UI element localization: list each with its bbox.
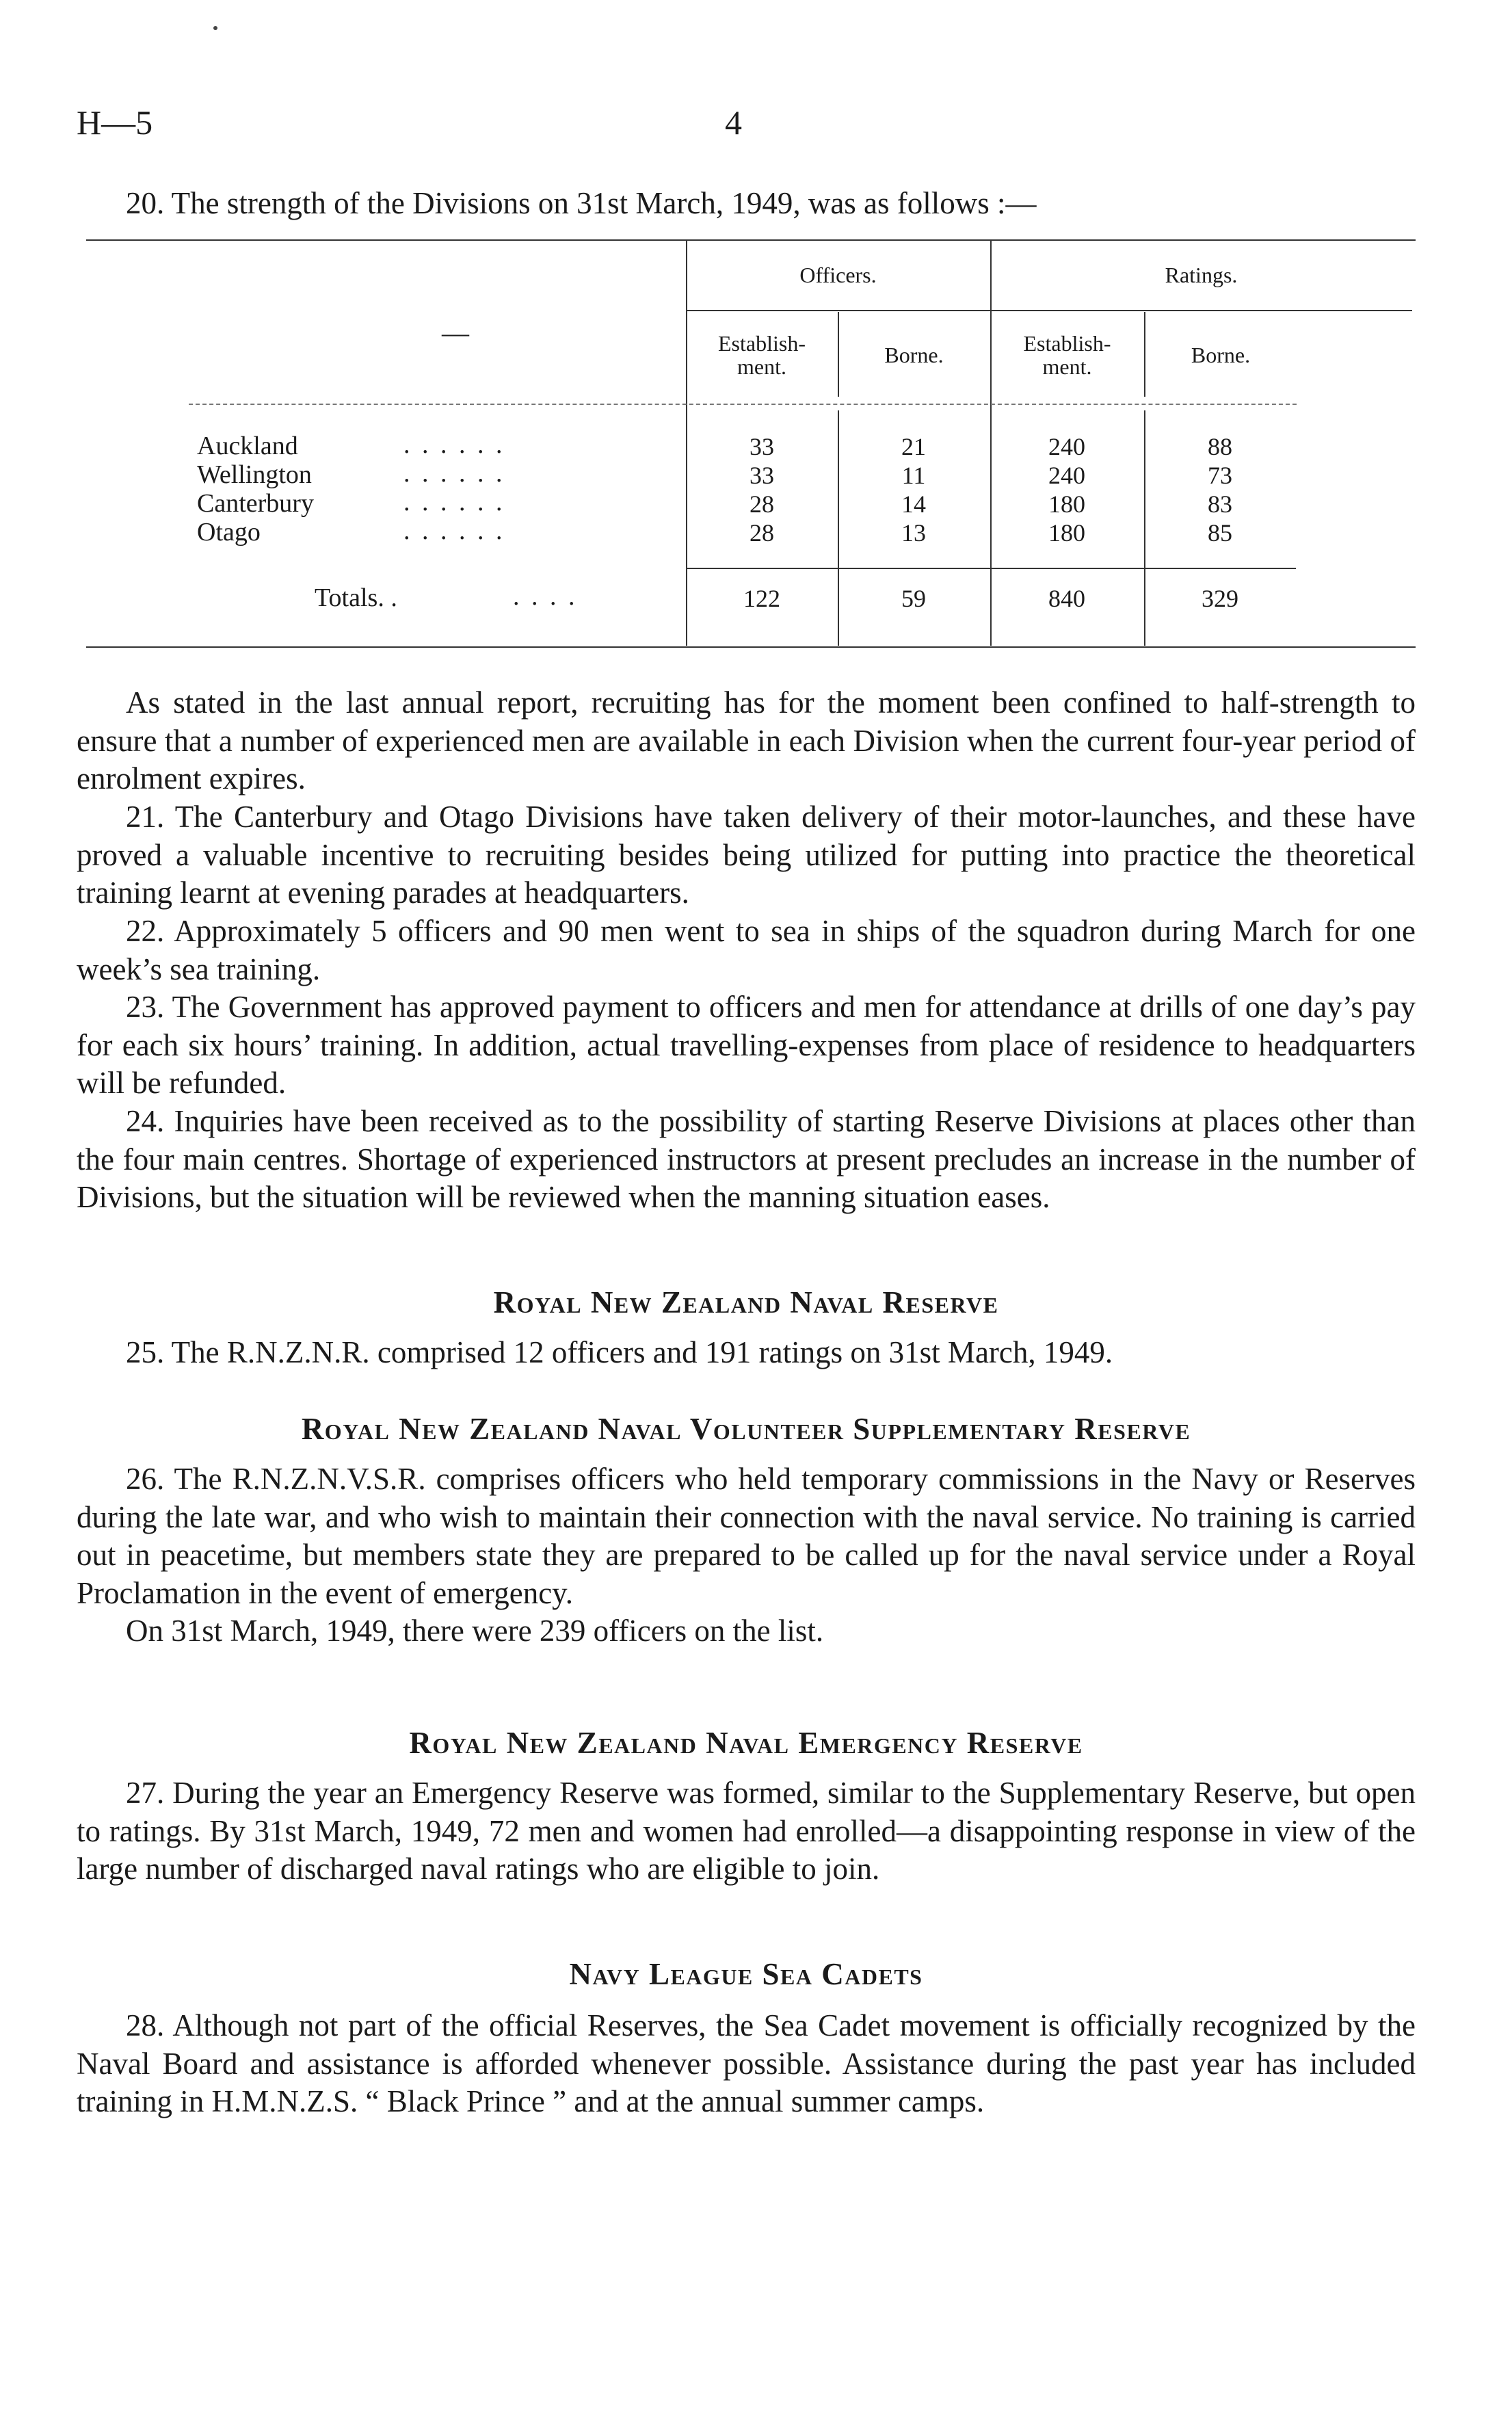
officers-group-header: Officers. <box>799 263 877 287</box>
leader-dots: . . . . . . <box>403 430 505 459</box>
col-divider-stub <box>686 241 687 646</box>
row-label: Wellington <box>197 460 312 489</box>
page-number: 4 <box>725 103 742 142</box>
paragraph-text: 24. Inquiries have been received as to the possibility of starting Reserve Divisions at places other than the four main centres. Shortage of experienced instructors at present precludes an increase in the number of Divisions, but the situation will be reviewed when the manning situation eases. <box>77 1104 1416 1214</box>
row-label: Otago <box>197 518 261 547</box>
paragraph-text: 26. The R.N.Z.N.V.S.R. comprises officers who held temporary commissions in the Navy or Reserves during the late war, and who wish to maintain their connection with the naval service. No training is carried out in peacetime, but members state they are prepared to be called up for the naval service under a Royal Proclamation in the event of emergency. <box>77 1462 1416 1610</box>
paragraph-26b <box>77 1612 1416 1651</box>
table-top-rule <box>86 239 1416 241</box>
paragraph-28 <box>77 2007 1416 2121</box>
heading-rnznr: Royal New Zealand Naval Reserve <box>493 1285 999 1319</box>
row-label: Canterbury <box>197 489 314 518</box>
col-divider-groups <box>990 241 992 646</box>
page-header <box>0 103 1512 150</box>
ratings-establishment-cell: 240 <box>1048 462 1085 489</box>
group-header-rule <box>686 310 1412 311</box>
officers-borne-header: Borne. <box>884 343 944 367</box>
officers-establishment-cell: 33 <box>750 462 774 489</box>
totals-rule <box>686 568 1296 569</box>
paragraph-text: 28. Although not part of the official Reserves, the Sea Cadet movement is officially recognized by the Naval Board and assistance is afforded whenever possible. Assistance during the past year has included training in H.M.N.Z.S. “ Black Prince ” and at the annual summer camps. <box>77 2008 1416 2118</box>
leader-dots: . . . . . . <box>403 516 505 545</box>
heading-rnzner: Royal New Zealand Naval Emergency Reserve <box>409 1726 1083 1760</box>
leader-dots: . . . . . . <box>403 488 505 516</box>
document-reference: H—5 <box>77 103 153 142</box>
officers-borne-total: 59 <box>901 585 926 612</box>
ratings-establishment-cell: 240 <box>1048 433 1085 460</box>
paragraph-text: As stated in the last annual report, recruiting has for the moment been confined to half-strength to ensure that a number of experienced men are available in each Division when the current four-year period of enrolment expires. <box>77 685 1416 796</box>
ratings-establishment-header: Establish- ment. <box>1023 331 1111 379</box>
ratings-borne-cell: 83 <box>1208 490 1232 518</box>
ratings-establishment-cell: 180 <box>1048 519 1085 547</box>
paragraph-25 <box>77 1334 1416 1372</box>
header-bottom-rule <box>189 404 1297 405</box>
paragraph-text: 27. During the year an Emergency Reserve was formed, similar to the Supplementary Reserve, but open to ratings. By 31st March, 1949, 72 men and women had enrolled—a disappointing response in view of the large number of discharged naval ratings who are eligible to join. <box>77 1776 1416 1886</box>
officers-establishment-cell: 28 <box>750 519 774 547</box>
print-speck <box>213 26 217 30</box>
paragraph-text: 25. The R.N.Z.N.R. comprised 12 officers and 191 ratings on 31st March, 1949. <box>126 1335 1113 1369</box>
leader-dots: . . . . <box>513 582 578 611</box>
officers-borne-cell: 13 <box>901 519 926 547</box>
paragraph-text: 23. The Government has approved payment to officers and men for attendance at drills of one day’s pay for each six hours’ training. In addition, actual travelling-expenses from place of residence to headquarters will be refunded. <box>77 990 1416 1100</box>
ratings-group-header: Ratings. <box>1165 263 1238 287</box>
ratings-borne-cell: 73 <box>1208 462 1232 489</box>
totals-label: Totals. . <box>315 583 397 612</box>
officers-establishment-total: 122 <box>743 585 780 612</box>
officers-establishment-cell: 33 <box>750 433 774 460</box>
paragraph-text: 22. Approximately 5 officers and 90 men went to sea in ships of the squadron during March for one week’s sea training. <box>77 914 1416 986</box>
paragraph-22 <box>77 912 1416 988</box>
row-label: Auckland <box>197 432 298 460</box>
leader-dots: . . . . . . <box>403 459 505 488</box>
table-bottom-rule <box>86 646 1416 648</box>
ratings-establishment-cell: 180 <box>1048 490 1085 518</box>
officers-establishment-header: Establish- ment. <box>718 331 806 379</box>
table-intro: 20. The strength of the Divisions on 31st March, 1949, was as follows :— <box>126 186 1037 220</box>
col-divider-ratings-body <box>1144 410 1145 646</box>
paragraph-23 <box>77 988 1416 1103</box>
paragraph-21 <box>77 798 1416 912</box>
paragraph-recruiting <box>77 684 1416 798</box>
ratings-borne-header: Borne. <box>1191 343 1251 367</box>
heading-sea-cadets: Navy League Sea Cadets <box>569 1957 923 1991</box>
ratings-borne-cell: 88 <box>1208 433 1232 460</box>
stub-header: — <box>442 317 469 348</box>
paragraph-24 <box>77 1103 1416 1217</box>
col-divider-officers-body <box>838 410 839 646</box>
paragraph-text: On 31st March, 1949, there were 239 officers on the list. <box>126 1614 824 1648</box>
officers-borne-cell: 14 <box>901 490 926 518</box>
ratings-borne-cell: 85 <box>1208 519 1232 547</box>
officers-borne-cell: 21 <box>901 433 926 460</box>
paragraph-27 <box>77 1774 1416 1889</box>
paragraph-text: 21. The Canterbury and Otago Divisions have taken delivery of their motor-launches, and these have proved a valuable incentive to recruiting besides being utilized for putting into practice the theoretical training learnt at evening parades at headquarters. <box>77 800 1416 910</box>
heading-rnznvsr: Royal New Zealand Naval Volunteer Supplementary Reserve <box>301 1412 1191 1446</box>
paragraph-26 <box>77 1460 1416 1612</box>
officers-borne-cell: 11 <box>901 462 926 489</box>
officers-establishment-cell: 28 <box>750 490 774 518</box>
ratings-borne-total: 329 <box>1202 585 1238 612</box>
ratings-establishment-total: 840 <box>1048 585 1085 612</box>
